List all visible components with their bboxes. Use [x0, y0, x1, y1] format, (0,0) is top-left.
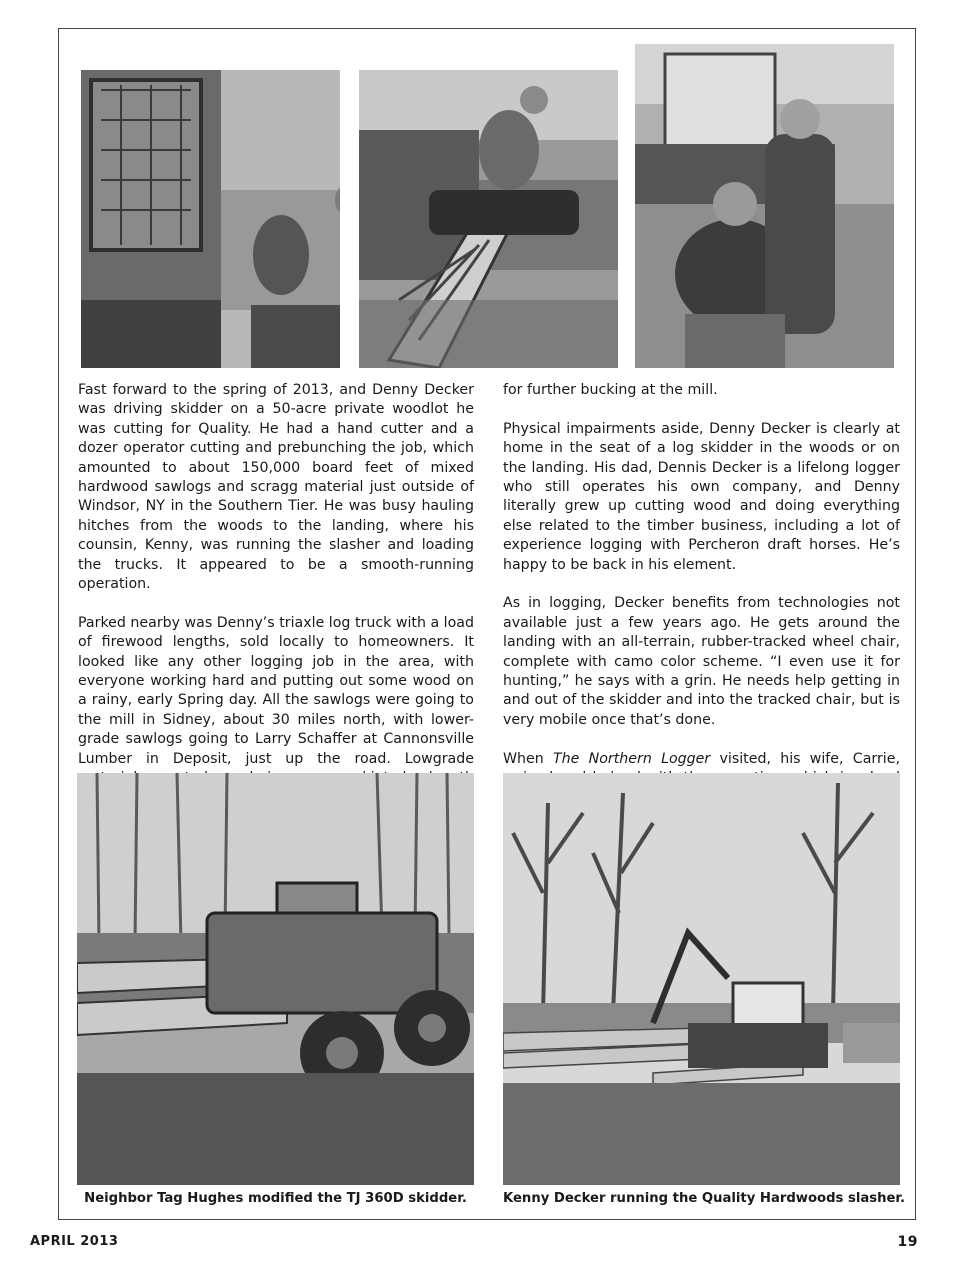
paragraph: Fast forward to the spring of 2013, and Denny Decker was driving skidder on a 50-acre private woodlot he was cutting for Quality. He had a hand cutter and a dozer operator cutting and prebunching the job, which amounted to about 150,000 board feet of mixed hardwood sawlogs and scragg material just outside of Windsor, NY in the Southern Tier. He was busy hauling hitches from the woods to the landing, where his counsin, Kenny, was running the slasher and loading the trucks. It appeared to be a smooth-running operation. [78, 382, 474, 593]
slasher-photo [503, 773, 900, 1185]
paragraph-text: visited, his wife, Carrie, [719, 750, 900, 767]
tj-360d-skidder-photo [77, 773, 474, 1185]
publication-title: The Northern Logger [552, 750, 711, 767]
paragraph: Physical impairments aside, Denny Decker is clearly at home in the seat of a log skidder in the woods or on the landing. His dad, Dennis Decker is a lifelong logger who still operates his own company, and Denny literally grew up cutting wood and doing everything else related to the timber business, including a lot of experience logging with Percheron draft horses. He’s happy to be back in his element. [503, 420, 900, 573]
paragraph: for further bucking at the mill. [503, 382, 718, 398]
article-column-right [503, 381, 900, 808]
denny-and-carrie-photo [635, 44, 894, 368]
photo-caption-left: Neighbor Tag Hughes modified the TJ 360D skidder. [84, 1191, 467, 1206]
issue-date: APRIL 2013 [30, 1234, 119, 1249]
page-number: 19 [897, 1234, 918, 1250]
photo-caption-right: Kenny Decker running the Quality Hardwoods slasher. [503, 1191, 906, 1206]
paragraph: Parked nearby was Denny’s triaxle log truck with a load of firewood lengths, sold locally to homeowners. It looked like any other logging job in the area, with everyone working hard and putting out some wood on a rainy, early Spring day. All the sawlogs were going to the mill in Sidney, about 30 miles north, with lower-grade sawlogs going to Larry Schaffer at Cannonsville Lumber in Deposit, just up the road. Lowgrade [78, 614, 474, 767]
article-column-left [78, 381, 474, 827]
tracked-wheelchair-ramp-photo [359, 70, 618, 368]
paragraph: As in logging, Decker benefits from technologies not available just a few years ago. He gets around the landing with an all-terrain, rubber-tracked wheel chair, complete with camo color scheme. “I even use it for hunting,” he says with a grin. He needs help getting in and out of the skidder and into the tracked chair, but is very mobile once that’s done. [503, 595, 900, 728]
paragraph-text: When [503, 750, 553, 767]
skidder-operator-photo [81, 70, 340, 368]
